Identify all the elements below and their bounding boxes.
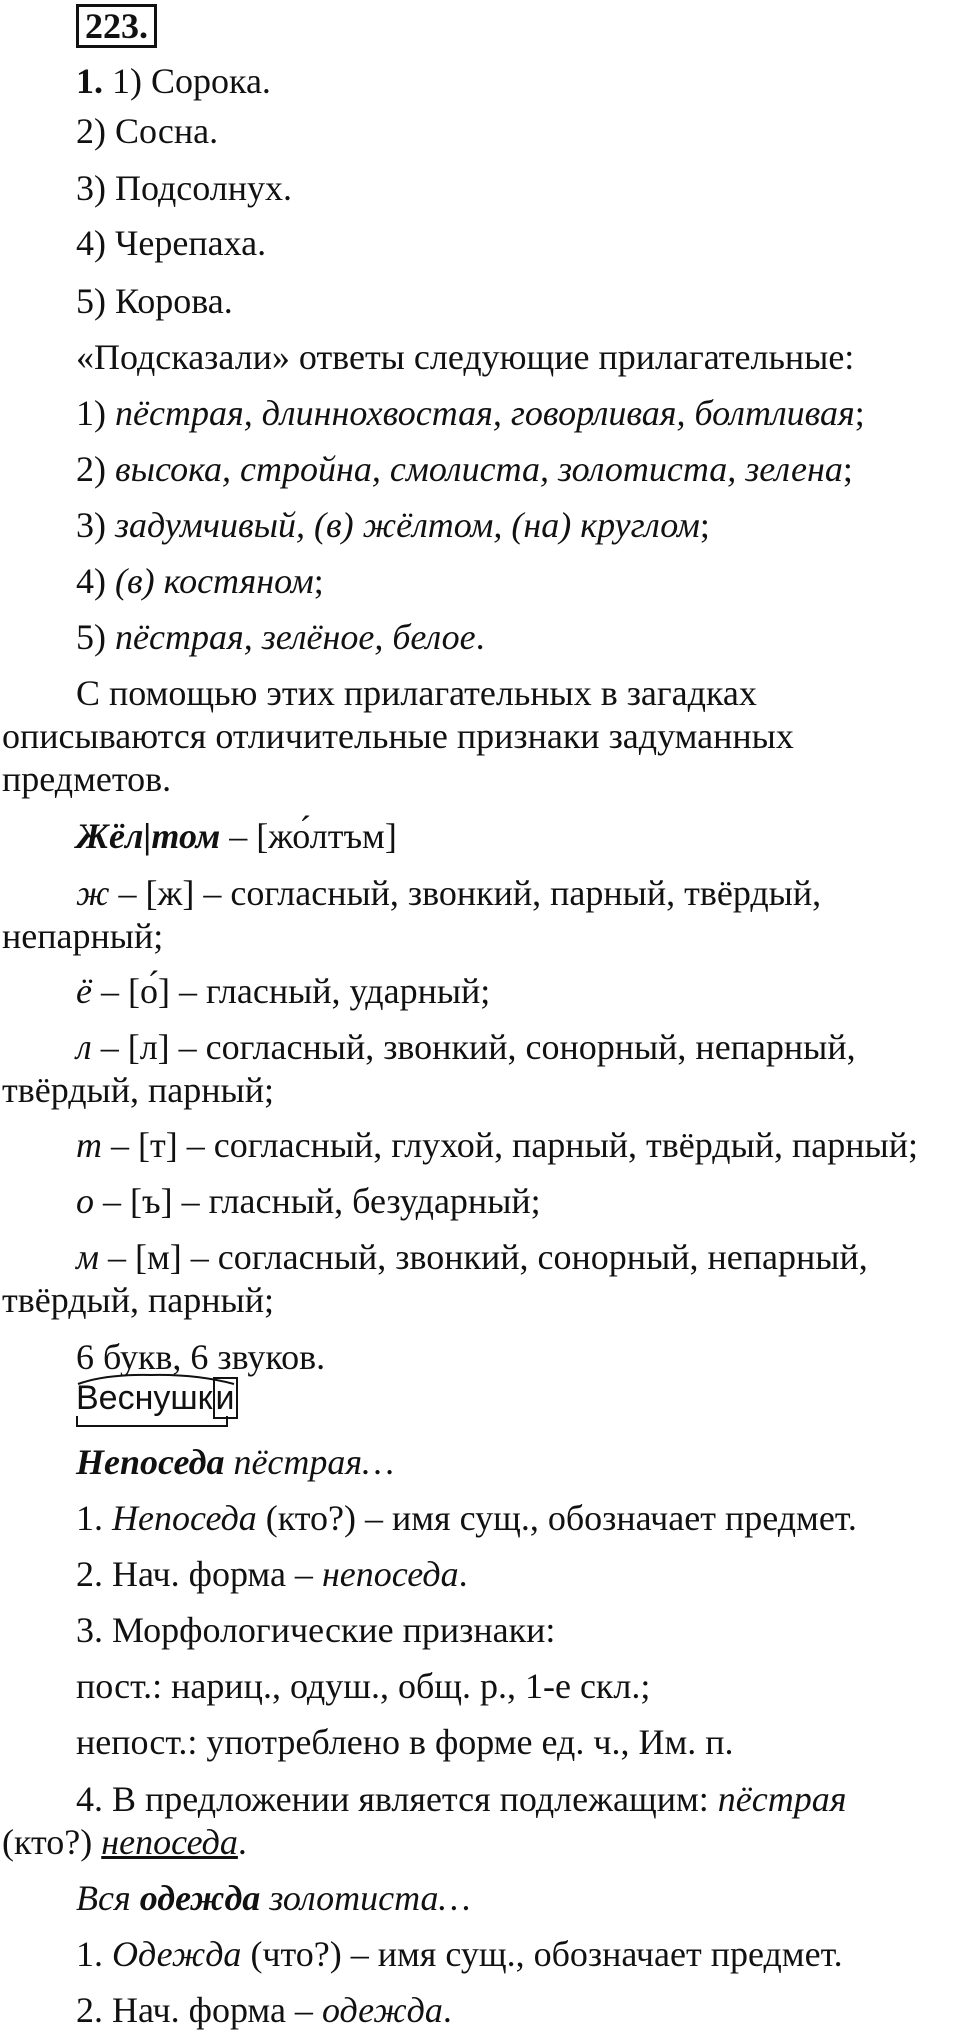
sound-line: л – [л] – согласный, звонкий, сонорный, непарный,: [76, 1027, 856, 1067]
adjective-line-5: 5) пёстрая, зелёное, белое.: [76, 617, 485, 657]
letter: о: [76, 1181, 94, 1221]
hint-intro: «Подсказали» ответы следующие прилагательные:: [76, 337, 855, 377]
subject-word: непоседа: [101, 1822, 238, 1862]
sound-line-continuation: непарный;: [2, 916, 164, 956]
analysis1-line-2: 2. Нач. форма – непоседа.: [76, 1554, 468, 1594]
analysis1-line-6: 4. В предложении является подлежащим: пёстрая: [76, 1779, 847, 1819]
analysis-heading-2: Вся одежда золотиста…: [76, 1878, 471, 1918]
analysis1-line-4: пост.: нариц., одуш., общ. р., 1-е скл.;: [76, 1666, 651, 1706]
sound-line: м – [м] – согласный, звонкий, сонорный, непарный,: [76, 1237, 868, 1277]
letter: ё: [76, 971, 92, 1011]
analyzed-word: одежда: [139, 1878, 261, 1918]
answer-line-1: [76, 60, 271, 103]
analysis1-line-7: (кто?) непоседа.: [2, 1822, 247, 1862]
morpheme-parse: [76, 1378, 238, 1418]
sound-line-continuation: твёрдый, парный;: [2, 1070, 274, 1110]
stem-bracket: [76, 1416, 228, 1428]
part-marker: 1.: [76, 61, 103, 101]
analysis2-line-2: 2. Нач. форма – одежда.: [76, 1990, 452, 2030]
analysis1-line-3: 3. Морфологические признаки:: [76, 1610, 556, 1650]
adjective-words: задумчивый, (в) жёлтом, (на) круглом: [115, 505, 700, 545]
conclusion-line-3: предметов.: [2, 759, 172, 799]
analysis1-line-5: непост.: употреблено в форме ед. ч., Им. п.: [76, 1722, 734, 1762]
answer-line-2: 2) Сосна.: [76, 111, 219, 151]
analysis1-line-1: 1. Непоседа (кто?) – имя сущ., обозначает предмет.: [76, 1498, 857, 1538]
adjective-line-3: 3) задумчивый, (в) жёлтом, (на) круглом;: [76, 505, 710, 545]
analysis-heading-1: Непоседа пёстрая…: [76, 1442, 395, 1482]
answer-line-5: 5) Корова.: [76, 281, 233, 321]
adjective-line-2: 2) высока, стройна, смолиста, золотиста, зелена;: [76, 449, 853, 489]
task-number: 223.: [76, 4, 157, 48]
sound-line: т – [т] – согласный, глухой, парный, твёрдый, парный;: [76, 1125, 918, 1165]
adjective-words: пёстрая, зелёное, белое: [115, 617, 476, 657]
sound-line: ж – [ж] – согласный, звонкий, парный, твёрдый,: [76, 873, 822, 913]
letter: т: [76, 1125, 102, 1165]
phonetic-summary: 6 букв, 6 звуков.: [76, 1337, 326, 1377]
sound-line: о – [ъ] – гласный, безударный;: [76, 1181, 541, 1221]
adjective-line-4: 4) (в) костяном;: [76, 561, 324, 601]
letter: л: [76, 1027, 92, 1067]
phonetic-heading: Жёл|том – [жо́лтъм]: [76, 816, 397, 856]
analysis2-line-1: 1. Одежда (что?) – имя сущ., обозначает предмет.: [76, 1934, 843, 1974]
sound-line: ё – [о́] – гласный, ударный;: [76, 971, 491, 1011]
answer-line-3: 3) Подсолнух.: [76, 168, 292, 208]
conclusion-line-1: С помощью этих прилагательных в загадках: [76, 673, 757, 713]
letter: ж: [76, 873, 110, 913]
conclusion-line-2: описываются отличительные признаки задуманных: [2, 716, 794, 756]
sound-line-continuation: твёрдый, парный;: [2, 1280, 274, 1320]
word-ending: и: [213, 1377, 238, 1419]
phonetic-word: Жёл|том: [76, 816, 221, 856]
word-stem: Веснушк: [76, 1379, 213, 1417]
transcription: [жо́лтъм]: [256, 816, 397, 856]
analyzed-word: Непоседа: [76, 1442, 225, 1482]
answer-text: 1) Сорока.: [112, 61, 271, 101]
adjective-words: (в) костяном: [115, 561, 314, 601]
adjective-words: высока, стройна, смолиста, золотиста, зелена: [115, 449, 843, 489]
letter: м: [76, 1237, 99, 1277]
adjective-words: пёстрая, длиннохвостая, говорливая, болтливая: [115, 393, 855, 433]
adjective-line-1: 1) пёстрая, длиннохвостая, говорливая, болтливая;: [76, 393, 865, 433]
answer-line-4: 4) Черепаха.: [76, 223, 267, 263]
